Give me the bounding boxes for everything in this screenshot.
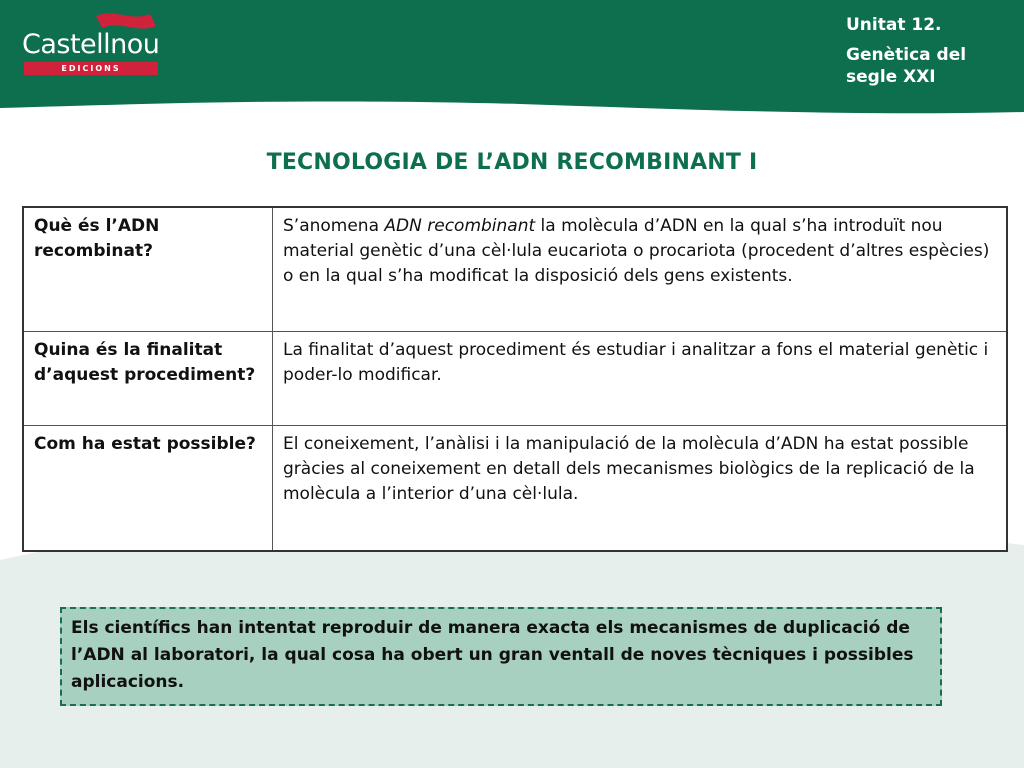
question-cell: Quina és la finalitat d’aquest procediment? bbox=[23, 331, 273, 425]
answer-emphasis: ADN recombinant bbox=[384, 216, 536, 236]
unit-number: Unitat 12. bbox=[846, 15, 942, 35]
answer-text: la molècula d’ADN en la qual s’ha introduït nou material genètic d’una cèl·lula eucariota o procariota (procedent d’altres espècies) o en la qual s’ha modificat la disposició dels gens existents. bbox=[283, 216, 990, 286]
question-cell: Què és l’ADN recombinat? bbox=[23, 207, 273, 331]
unit-header bbox=[846, 14, 1016, 88]
unit-title: Genètica del segle XXI bbox=[846, 45, 967, 87]
answer-cell: El coneixement, l’anàlisi i la manipulació de la molècula d’ADN ha estat possible gràcies al coneixement en detall dels mecanismes biològics de la replicació de la molècula a l’interior d’una cèl·lula. bbox=[273, 425, 1008, 551]
answer-cell bbox=[273, 207, 1008, 331]
qa-table bbox=[22, 206, 1008, 552]
question-cell: Com ha estat possible? bbox=[23, 425, 273, 551]
table-row bbox=[23, 331, 1007, 425]
table-row bbox=[23, 207, 1007, 331]
summary-note: Els científics han intentat reproduir de manera exacta els mecanismes de duplicació de l’ADN al laboratori, la qual cosa ha obert un gran ventall de noves tècniques i possibles aplicacions. bbox=[60, 607, 942, 706]
logo-wordmark: Castellnou bbox=[22, 29, 160, 60]
logo-tagline: EDICIONS bbox=[24, 62, 158, 75]
table-row bbox=[23, 425, 1007, 551]
castellnou-logo bbox=[22, 10, 162, 76]
slide-title: TECNOLOGIA DE L’ADN RECOMBINANT I bbox=[266, 150, 758, 175]
answer-cell: La finalitat d’aquest procediment és estudiar i analitzar a fons el material genètic i poder-lo modificar. bbox=[273, 331, 1008, 425]
answer-text: S’anomena bbox=[283, 216, 385, 236]
